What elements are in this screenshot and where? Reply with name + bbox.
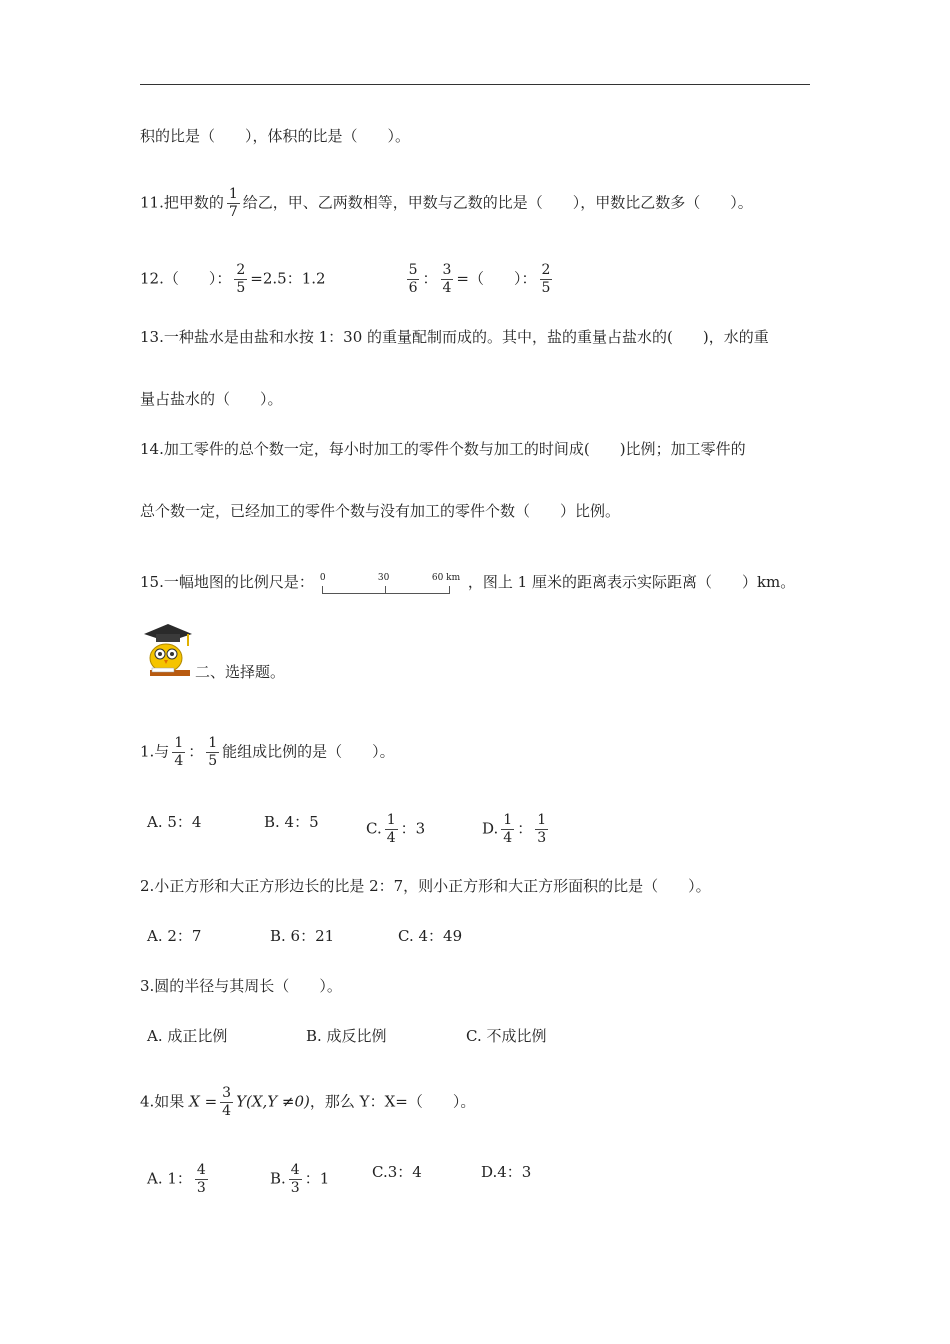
c4-option-b-fraction: $\frac{4}{3}$ [290,1162,300,1196]
scale-tick-0: 0 [319,573,326,583]
q11-text-b: 给乙，甲、乙两数相等，甲数与乙数的比是（ ），甲数比乙数多（ ）。 [242,193,753,212]
question-11 [140,186,753,221]
c3-option-c: C. 不成比例 [466,1027,547,1045]
map-scale-bar [316,568,466,598]
q12-text-b: =2.5：1.2 [250,269,326,288]
choice-question-2: 2.小正方形和大正方形边长的比是 2：7，则小正方形和大正方形面积的比是（ ）。 [140,877,711,895]
choice-question-1 [140,735,395,770]
c1-option-b: B. 4：5 [264,813,319,831]
c1-fraction-2: $\frac{1}{5}$ [208,735,218,769]
c2-option-b: B. 6：21 [270,927,335,945]
q12-fraction-1: $\frac{2}{5}$ [236,262,246,296]
choice-question-3: 3.圆的半径与其周长（ ）。 [140,977,342,995]
question-13-line-2: 量占盐水的（ ）。 [140,390,283,408]
c4-option-b: B. $\frac{4}{3}$ ：1 [270,1162,330,1196]
c4-fraction: $\frac{3}{4}$ [222,1085,232,1119]
q12-fraction-4: $\frac{2}{5}$ [541,262,551,296]
c2-option-c: C. 4：49 [398,927,463,945]
q15-text-a: 15.一幅地图的比例尺是： [140,573,314,591]
c1-text-b: ： [188,742,204,761]
header-rule [140,84,810,85]
c3-option-a: A. 成正比例 [147,1027,228,1045]
scale-bar-mid-tick [385,586,386,593]
scale-tick-60: 60 km [431,573,461,583]
question-13-line-1: 13.一种盐水是由盐和水按 1：30 的重量配制而成的。其中，盐的重量占盐水的( )，水的重 [140,328,769,346]
c1-option-d-fraction-2: $\frac{1}{3}$ [537,812,547,846]
q12-text-c: ： [422,269,438,288]
c3-option-b: B. 成反比例 [306,1027,387,1045]
q12-fraction-2: $\frac{5}{6}$ [408,262,418,296]
section-2-heading: 二、选择题。 [195,663,286,681]
q12-text-a: 12.（ ）： [140,269,232,288]
c1-option-a: A. 5：4 [147,813,202,831]
question-14-line-1: 14.加工零件的总个数一定，每小时加工的零件个数与加工的时间成( )比例；加工零件的 [140,440,746,458]
q10-continuation: 积的比是（ ），体积的比是（ ）。 [140,127,411,145]
scale-tick-30: 30 [377,573,390,583]
c1-option-c: C. $\frac{1}{4}$ ：3 [366,812,426,846]
q11-text-a: 11.把甲数的 [140,193,224,212]
question-12 [140,262,555,297]
c1-option-d-fraction-1: $\frac{1}{4}$ [503,812,513,846]
c4-option-c: C.3：4 [372,1163,422,1181]
q12-fraction-3: $\frac{3}{4}$ [442,262,452,296]
c4-option-a-fraction: $\frac{4}{3}$ [196,1162,206,1196]
c1-text-a: 1.与 [140,742,170,761]
c1-fraction-1: $\frac{1}{4}$ [174,735,184,769]
choice-question-4: 4.如果 X = $\frac{3}{4}$ Y(X,Y ≠0)，那么 Y：X=（ ）。 [140,1085,476,1119]
c2-option-a: A. 2：7 [147,927,202,945]
c1-option-d: D. $\frac{1}{4}$ ： $\frac{1}{3}$ [482,812,547,846]
q11-fraction: $\frac{1}{7}$ [228,186,238,220]
q12-text-d: =（ ）： [456,269,537,288]
c4-expression: Y(X,Y ≠0) [236,1092,310,1111]
c4-var-x: X [189,1092,200,1111]
c4-option-d: D.4：3 [481,1163,532,1181]
scale-bar-line [322,586,450,594]
question-14-line-2: 总个数一定，已经加工的零件个数与没有加工的零件个数（ ）比例。 [140,502,621,520]
c1-text-c: 能组成比例的是（ ）。 [222,742,395,761]
c4-option-a: A. 1： $\frac{4}{3}$ [147,1162,206,1196]
question-15 [140,568,795,598]
owl-mascot-icon [138,620,194,682]
c1-option-c-fraction: $\frac{1}{4}$ [386,812,396,846]
q15-text-b: ，图上 1 厘米的距离表示实际距离（ ）km。 [467,573,796,591]
